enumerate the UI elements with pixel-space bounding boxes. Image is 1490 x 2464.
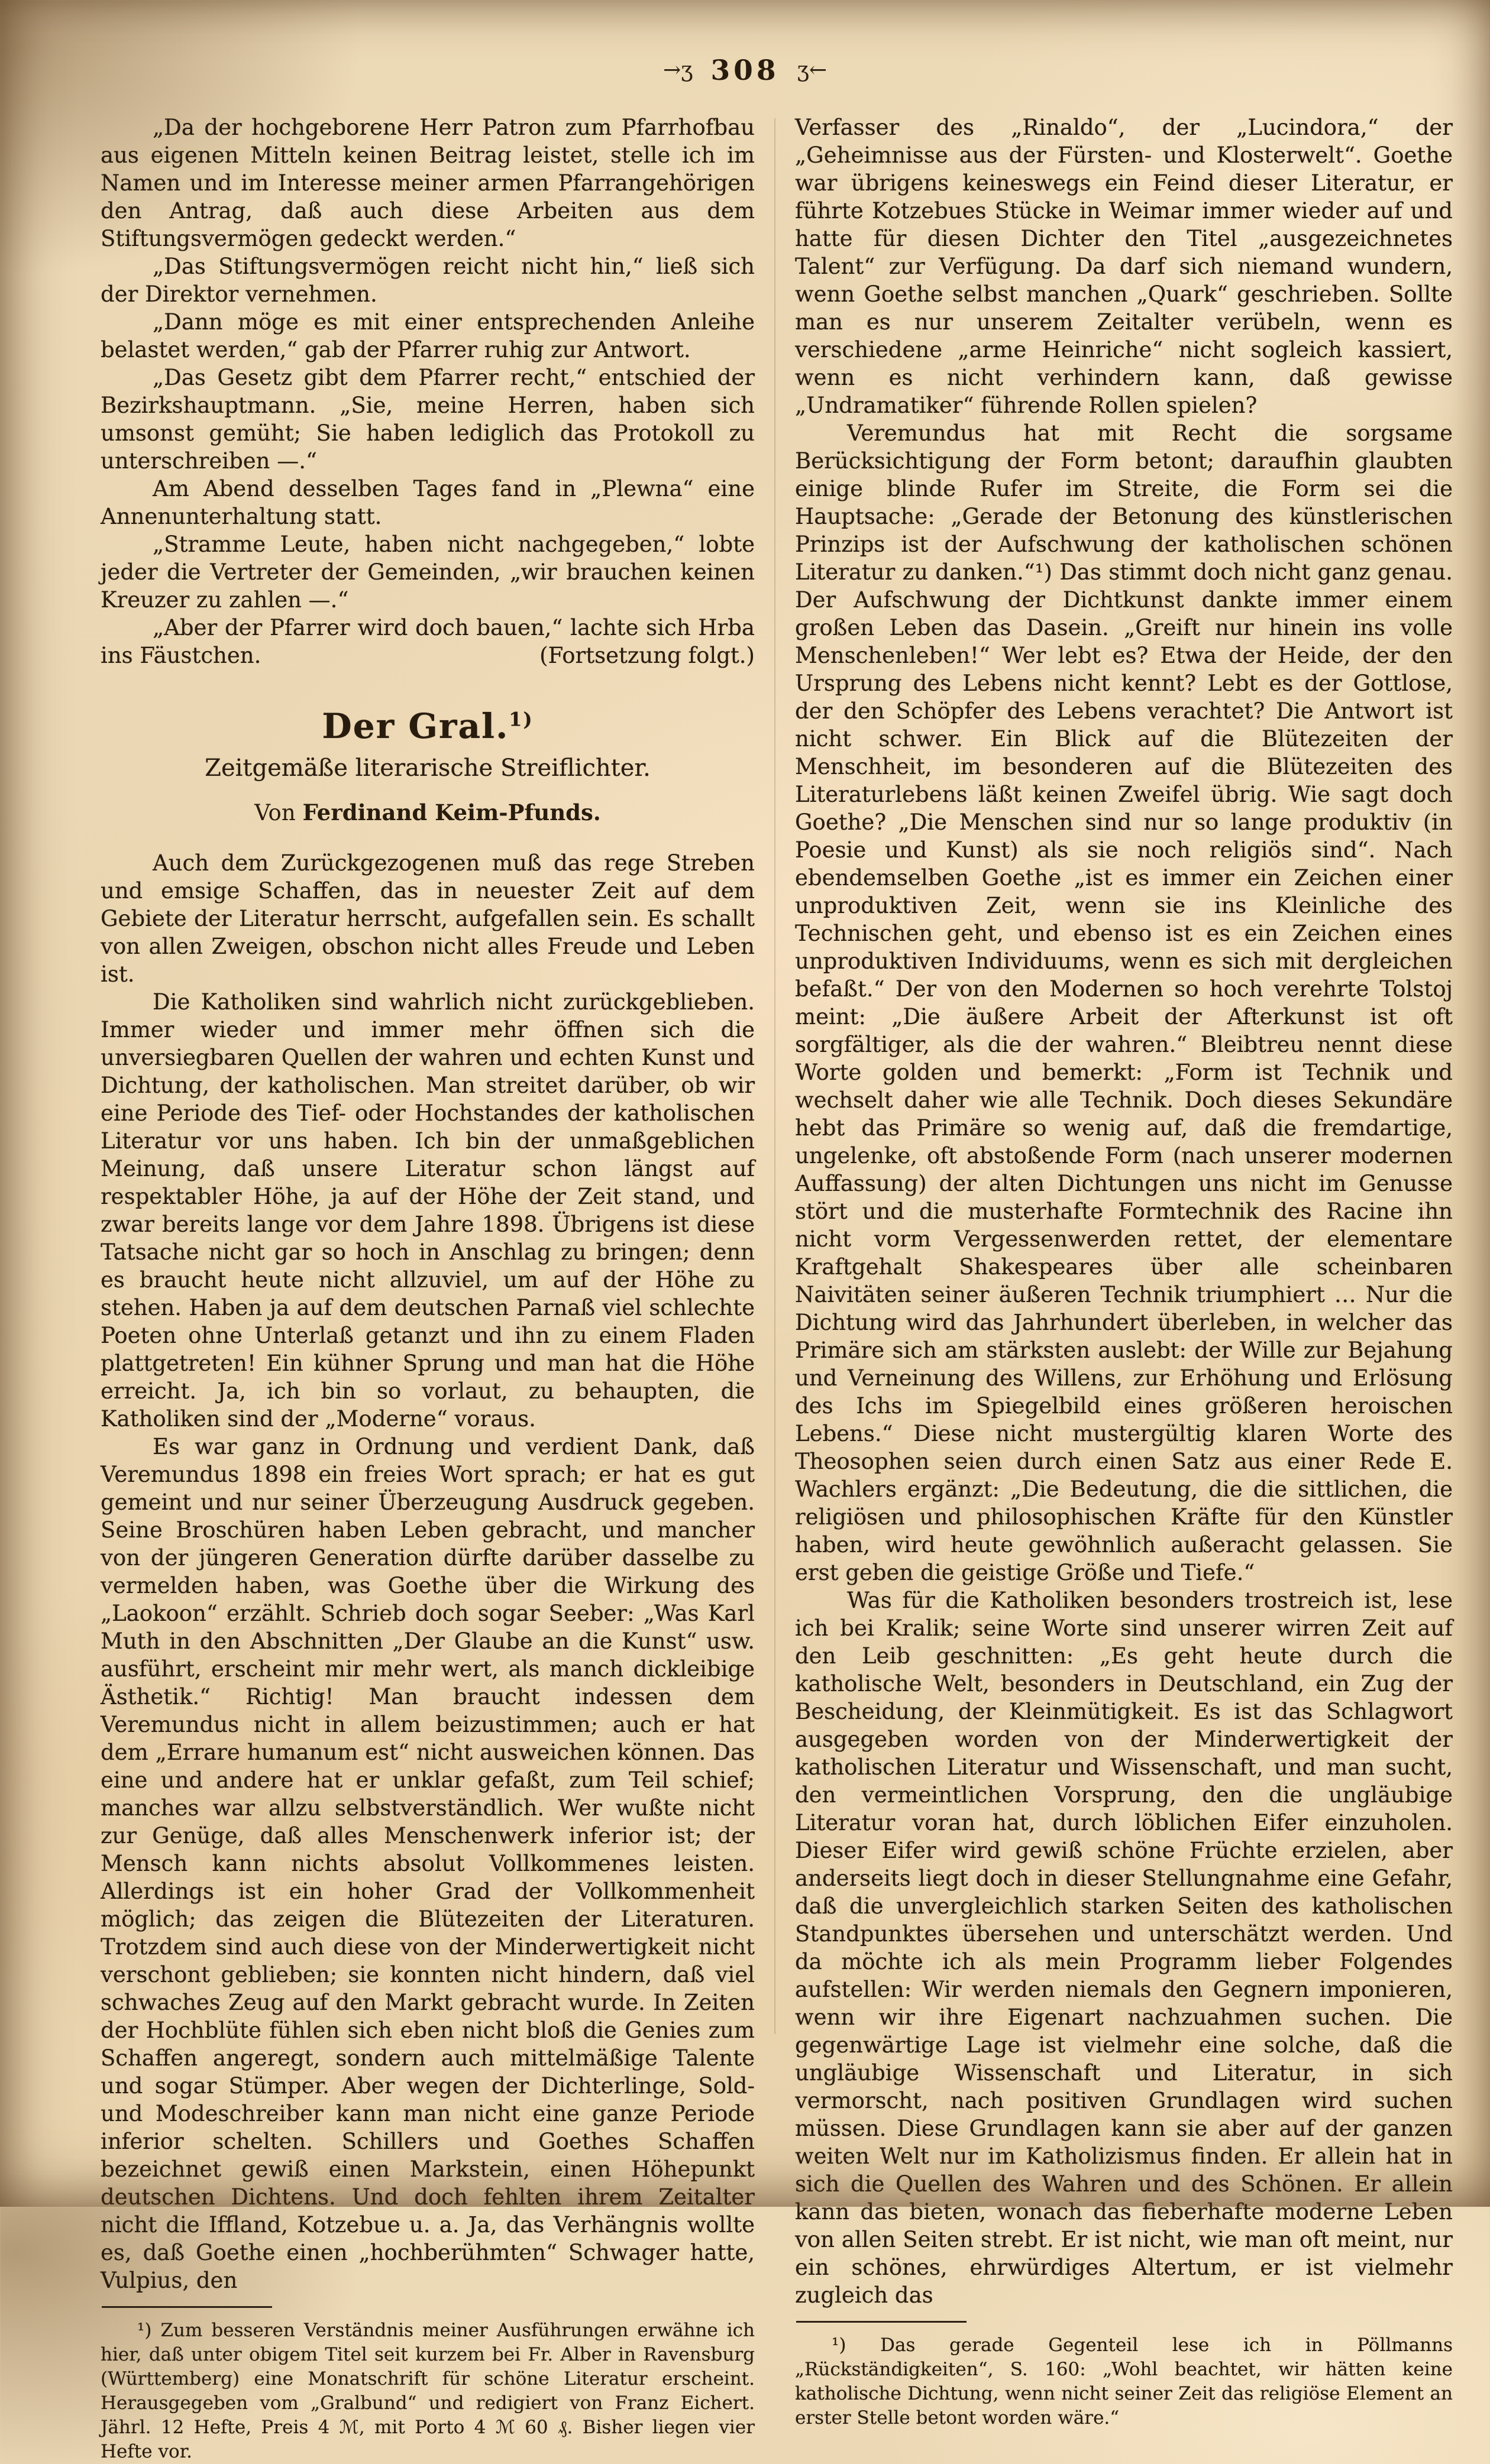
byline-prefix: Von (254, 800, 303, 825)
footnote-divider (102, 2306, 272, 2308)
continuation-note: (Fortsetzung folgt.) (539, 643, 755, 668)
header-ornament-left-icon: →ʒ (662, 58, 693, 82)
story-paragraph: „Das Stiftungsvermögen reicht nicht hin,“ ließ sich der Direktor vernehmen. (101, 254, 755, 307)
article-paragraph: Auch dem Zurückgezogenen muß das rege Streben und emsige Schaffen, das in neuester Zeit auf dem Gebiete der Literatur herrscht, aufgefallen sein. Es schallt von allen Zweigen, obschon nicht alles Freude und Leben ist. (101, 850, 755, 987)
article-subtitle: Zeitgemäße literarische Streiflichter. (205, 755, 651, 782)
header-ornament-right-icon: ʒ← (797, 58, 828, 82)
left-footnote-block (101, 2294, 755, 2464)
right-footnote-block (795, 2309, 1453, 2430)
footnote-divider (796, 2321, 967, 2323)
article-byline (101, 799, 755, 825)
footnote-text: ¹) Zum besseren Verständnis meiner Ausführungen erwähne ich hier, daß unter obigem Titel seit kurzem bei Fr. Alber in Ravensburg (Württemberg) eine Monatschrift für schöne Literatur erscheint. Herausgegeben vom „Gralbund“ und redigiert von Franz Eichert. Jährl. 12 Hefte, Preis 4 ℳ, mit Porto 4 ℳ 60 ₰. Bisher liegen vier Hefte vor. (101, 2320, 755, 2462)
story-paragraph: „Da der hochgeborene Herr Patron zum Pfarrhofbau aus eigenen Mitteln keinen Beitrag leistet, stelle ich im Namen und im Interesse meiner armen Pfarrangehörigen den Antrag, daß auch diese Arbeiten aus dem Stiftungsvermögen gedeckt werden.“ (101, 115, 755, 251)
page-header (0, 54, 1490, 87)
story-paragraph (101, 614, 755, 669)
page-number: 308 (710, 54, 780, 87)
article-paragraph: Die Katholiken sind wahrlich nicht zurückgeblieben. Immer wieder und immer mehr öffnen sich die unversiegbaren Quellen der wahren und echten Kunst und Dichtung, der katholischen. Man streitet darüber, ob wir eine Periode des Tief- oder Hochstandes der katholischen Literatur vor uns haben. Ich bin der unmaßgeblichen Meinung, daß unsere Literatur schon längst auf respektabler Höhe, ja auf der Höhe der Zeit stand, und zwar bereits lange vor dem Jahre 1898. Übrigens ist diese Tatsache nicht gar so hoch in Anschlag zu bringen; denn es braucht heute nicht allzuviel, um auf der Höhe zu stehen. Haben ja auf dem deutschen Parnaß viel schlechte Poeten ohne Unterlaß getanzt und ihn zu einem Fladen plattgetreten! Ein kühner Sprung und man hat die Höhe erreicht. Ja, ich bin so vorlaut, zu behaupten, die Katholiken sind der „Moderne“ voraus. (101, 989, 755, 1432)
byline-author: Ferdinand Keim-Pfunds. (302, 799, 601, 825)
article-paragraph: Was für die Katholiken besonders trostreich ist, lese ich bei Kralik; seine Worte sind unserer wirren Zeit auf den Leib geschnitten: „Es geht heute durch die katholische Welt, besonders in Deutschland, ein Zug der Bescheidung, der Kleinmütigkeit. Es ist das Schlagwort ausgegeben worden von der Minderwertigkeit der katholischen Literatur und Wissenschaft, und man sucht, den vermeintlichen Vorsprung, den die ungläubige Literatur voran hat, durch löblichen Eifer einzuholen. Dieser Eifer wird gewiß schöne Früchte erzielen, aber anderseits liegt doch in dieser Stellungnahme eine Gefahr, daß die unvergleichlich starken Seiten des katholischen Standpunktes übersehen und unterschätzt werden. Und da möchte ich als mein Programm lieber Folgendes aufstellen: Wir werden niemals den Gegnern imponieren, wenn wir ihre Eigenart nachzuahmen suchen. Die gegenwärtige Lage ist vielmehr eine solche, daß die ungläubige Wissenschaft und Literatur, in sich vermorscht, nach positiven Grundlagen wird suchen müssen. Diese Grundlagen kann sie aber auf der ganzen weiten Welt nur im Katholizismus finden. Er allein hat in sich die Quellen des Wahren und des Schönen. Er allein kann das bieten, wonach das fieberhafte moderne Leben von allen Seiten strebt. Er ist nicht, wie man oft meint, nur ein schönes, ehrwürdiges Altertum, er ist vielmehr zugleich das (795, 1588, 1453, 2308)
story-paragraph: „Das Gesetz gibt dem Pfarrer recht,“ entschied der Bezirkshauptmann. „Sie, meine Herren, haben sich umsonst gemüht; Sie haben lediglich das Protokoll zu unterschreiben —.“ (101, 365, 755, 474)
story-paragraph: „Dann möge es mit einer entsprechenden Anleihe belastet werden,“ gab der Pfarrer ruhig zur Antwort. (101, 309, 755, 362)
story-paragraph: Am Abend desselben Tages fand in „Plewna“ eine Annenunterhaltung statt. (101, 476, 755, 529)
left-column (101, 114, 755, 2462)
article-paragraph: Es war ganz in Ordnung und verdient Dank, daß Veremundus 1898 ein freies Wort sprach; er hat es gut gemeint und nur seiner Überzeugung Ausdruck gegeben. Seine Broschüren haben Leben gebracht, und mancher von der jüngeren Generation dürfte darüber dasselbe zu vermelden haben, was Goethe über die Wirkung des „Laokoon“ erzählt. Schrieb doch sogar Seeber: „Was Karl Muth in den Abschnitten „Der Glaube an die Kunst“ usw. ausführt, erscheint mir mehr wert, als manch dickleibige Ästhetik.“ Richtig! Man braucht indessen dem Veremundus nicht in allem beizustimmen; auch er hat dem „Errare humanum est“ nicht ausweichen können. Das eine und andere hat er unklar gefaßt, zum Teil schief; manches war allzu selbstverständlich. Wer wußte nicht zur Genüge, daß alles Menschenwerk inferior ist; der Mensch kann nichts absolut Vollkommenes leisten. Allerdings ist ein hoher Grad der Vollkommenheit möglich; das zeigen die Blütezeiten der Literaturen. Trotzdem sind auch diese von der Minderwertigkeit nicht verschont geblieben; sie konnten nicht hindern, daß viel schwaches Zeug auf den Markt gebracht wurde. In Zeiten der Hochblüte fühlen sich eben nicht bloß die Genies zum Schaffen angeregt, sondern auch mittelmäßige Talente und sogar Stümper. Aber wegen der Dichterlinge, Sold- und Modeschreiber kann man nicht eine ganze Periode inferior schelten. Schillers und Goethes Schaffen bezeichnet gewiß einen Markstein, einen Höhepunkt deutschen Dichtens. Und doch fehlten ihrem Zeitalter nicht die Iffland, Kotzebue u. a. Ja, das Verhängnis wollte es, daß Goethe einen „hochberühmten“ Schwager hatte, Vulpius, den (101, 1434, 755, 2293)
footnote-text: ¹) Das gerade Gegenteil lese ich in Pöllmanns „Rückständigkeiten“, S. 160: „Wohl beachtet, wir hätten keine katholische Dichtung, wenn nicht seiner Zeit das religiöse Element an erster Stelle betont worden wäre.“ (795, 2335, 1453, 2429)
right-column (795, 114, 1453, 2429)
article-title-text: Der Gral. (322, 706, 509, 746)
story-paragraph-text: „Aber der Pfarrer wird doch bauen,“ lachte sich Hrba ins Fäustchen. (101, 615, 755, 668)
article-paragraph: Veremundus hat mit Recht die sorgsame Berücksichtigung der Form betont; daraufhin glaubten einige blinde Rufer im Streite, die Form sei die Hauptsache: „Gerade der Betonung des künstlerischen Prinzips ist der Aufschwung der katholischen schönen Literatur zu danken.“¹) Das stimmt doch nicht ganz genau. Der Aufschwung der Dichtkunst dankte immer einem großen Leben das Dasein. „Greift nur hinein ins volle Menschenleben!“ Wer lebt es? Etwa der Heide, der den Ursprung des Lebens nicht kennt? Lebt es der Gottlose, der den Schöpfer des Lebens verachtet? Die Antwort ist nicht schwer. Ein Blick auf die Blütezeiten der Menschheit, im besonderen auf die Blütezeiten des Literaturlebens läßt keinen Zweifel übrig. Wie sagt doch Goethe? „Die Menschen sind nur so lange produktiv (in Poesie und Kunst) als sie noch religiös sind“. Nach ebendemselben Goethe „ist es immer ein Zeichen einer unproduktiven Zeit, wenn sie ins Kleinliche des Technischen geht, und ebenso ist es ein Zeichen eines unproduktiven Individuums, wenn es sich mit dergleichen befaßt.“ Der von den Modernen so hoch verehrte Tolstoj meint: „Die äußere Arbeit der Afterkunst ist oft sorgfältiger, als die der wahren.“ Bleibtreu nennt diese Worte golden und bemerkt: „Form ist Technik und wechselt daher wie alle Technik. Doch dieses Sekundäre hebt das Primäre so wenig auf, daß die fremdartige, ungelenke, oft abstoßende Form (nach unserer modernen Auffassung) der alten Dichtungen uns nicht im Genusse stört und die musterhafte Formtechnik des Racine ihn nicht vorm Vergessenwerden rettet, der elementare Kraftgehalt Shakespeares über alle scheinbaren Naivitäten seiner äußeren Technik triumphiert … Nur die Dichtung wird das Jahrhundert überleben, in welcher das Primäre sich am stärksten auslebt: der Wille zur Bejahung und Verneinung des Willens, zur Erhöhung und Erlösung des Ichs im Spiegelbild eines größeren heroischen Lebens.“ Diese nicht mustergültig klaren Worte des Theosophen seien durch einen Satz aus einer Rede E. Wachlers ergänzt: „Die Bedeutung, die die sittlichen, die religiösen und philosophischen Kräfte für den Künstler haben, wird heute gewöhnlich außeracht gelassen. Sie erst geben die geistige Größe und Tiefe.“ (795, 420, 1453, 1585)
article-paragraph-continuation: Verfasser des „Rinaldo“, der „Lucindora,“ der „Geheimnisse aus der Fürsten- und Klosterwelt“. Goethe war übrigens keineswegs ein Feind dieser Literatur, er führte Kotzebues Stücke in Weimar immer wieder auf und hatte für diesen Dichter den Titel „ausgezeichnetes Talent“ zur Verfügung. Da darf sich niemand wundern, wenn Goethe selbst manchen „Quark“ geschrieben. Sollte man es nur unserem Zeitalter verübeln, wenn es verschiedene „arme Heinriche“ nicht sogleich kassiert, wenn es nicht verhindern kann, daß gewisse „Undramatiker“ führende Rollen spielen? (795, 115, 1453, 418)
story-paragraph: „Stramme Leute, haben nicht nachgegeben,“ lobte jeder die Vertreter der Gemeinden, „wir brauchen keinen Kreuzer zu zahlen —.“ (101, 532, 755, 613)
article-title (101, 706, 755, 746)
title-footnote-mark: 1) (509, 708, 534, 731)
column-divider (774, 118, 775, 2034)
